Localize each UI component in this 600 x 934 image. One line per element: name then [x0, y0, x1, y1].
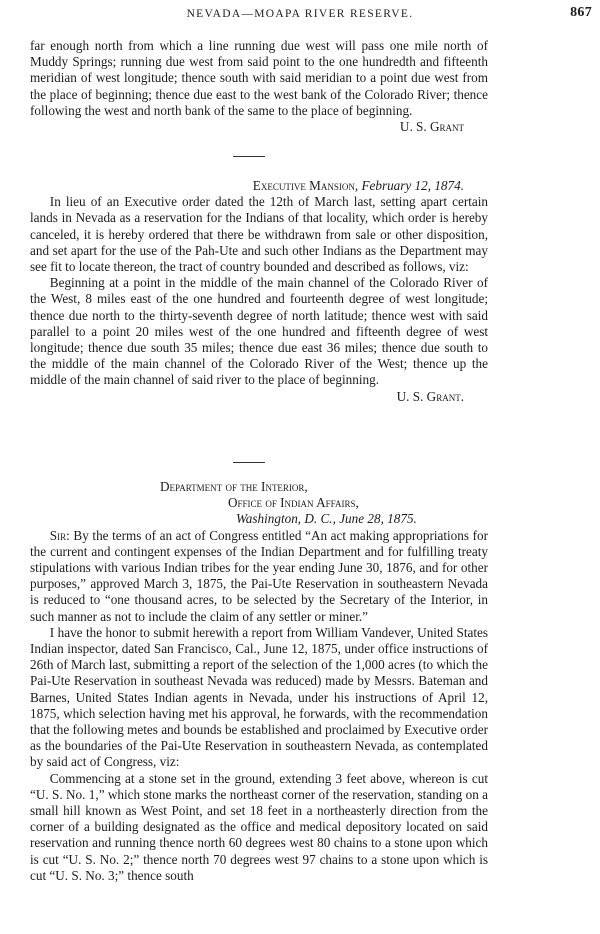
letter-paragraph-1-text: By the terms of an act of Congress entitled “An act making appropriations for the current and contingent expenses of the Indian Department and for fulfilling treaty stipulations with various Indian tribes for the year ending June 30, 1876, and for other purposes,” approved March 3, 1875, the Pai-Ute Reservation in southeastern Nevada is reduced to “one thousand acres, to be selected by the Secretary of the Interior, in such manner as not to include the claim of any settler or miner.” [30, 527, 488, 624]
running-head [0, 6, 600, 24]
section-divider-1 [233, 156, 265, 157]
letter-paragraph-2: I have the honor to submit herewith a report from William Vandever, United States Indian inspector, dated San Francisco, Cal., June 12, 1875, under office instructions of 26th of March last, submitting a report of the selection of the 1,000 acres (to which the Pai-Ute Reservation in southeast Nevada was reduced) made by Messrs. Bateman and Barnes, United States Indian agents in Nevada, under his instructions of April 12, 1875, which selection having met his approval, he forwards, with the recommendation that the following metes and bounds be established and proclaimed by Executive order as the boundaries of the Pai-Ute Reservation in southeastern Nevada, as contemplated by said act of Congress, viz: [30, 624, 488, 770]
signature-grant-1: U. S. Grant [399, 119, 464, 135]
letter-paragraph-3: Commencing at a stone set in the ground, extending 3 feet above, whereon is cut “U. S. No. 1,” which stone marks the northeast corner of the reservation, standing on a small hill known as West Point, and set 18 feet in a northeasterly direction from the corner of a building designated as the office and medical depository located on said reservation and running thence north 60 degrees west 80 chains to a stone upon which is cut “U. S. No. 2;” thence north 70 degrees west 97 chains to a stone upon which is cut “U. S. No. 3;” thence south [30, 770, 488, 883]
letter-paragraph-1 [30, 528, 488, 625]
boundary-paragraph: Beginning at a point in the middle of the main channel of the Colorado River of the West, 8 miles east of the one hundred and fourteenth degree of west longitude; thence due north to the thirty-seventh degree of north latitude; thence west with said parallel to a point 20 miles west of the one hundred and fifteenth degree of west longitude; thence due south 35 miles; thence due east 36 miles; thence due south to the middle of the main channel of the Colorado River of the West; thence up the middle of the main channel of said river to the place of beginning. [30, 275, 488, 388]
section-divider-2 [233, 462, 265, 463]
salutation: Sir: [49, 527, 70, 543]
section-continuation [30, 38, 488, 135]
order-paragraph: In lieu of an Executive order dated the 12th of March last, setting apart certain lands in Nevada as a reservation for the Indians of that locality, which order is hereby canceled, it is hereby ordered that there be withdrawn from sale or other disposition, and set apart for the use of the Pah-Ute and such other Indians as the Department may see fit to locate thereon, the tract of country bounded and described as follows, viz: [30, 194, 488, 275]
signature-grant-2: U. S. Grant. [396, 388, 464, 404]
running-head-title: NEVADA—MOAPA RIVER RESERVE. [186, 8, 414, 20]
section-executive-order-1874 [30, 178, 488, 405]
section-interior-letter [30, 479, 488, 884]
page-number: 867 [570, 5, 592, 20]
dateline-place: Executive Mansion, [252, 178, 359, 193]
heading-department: Department of the Interior, [160, 479, 308, 494]
heading-office: Office of Indian Affairs, [228, 495, 359, 511]
dateline-date: February 12, 1874. [361, 178, 464, 193]
dateline [30, 178, 488, 194]
heading-dateline: Washington, D. C., June 28, 1875. [236, 511, 417, 527]
continuation-paragraph: far enough north from which a line running due west will pass one mile north of Muddy Springs; running due west from said point to the one hundredth and fifteenth meridian of west longitude; thence south with said meridian to a point due west from the place of beginning; thence due east to the west bank of the Colorado River; thence following the west and north bank of the same to the place of beginning. [30, 38, 488, 118]
